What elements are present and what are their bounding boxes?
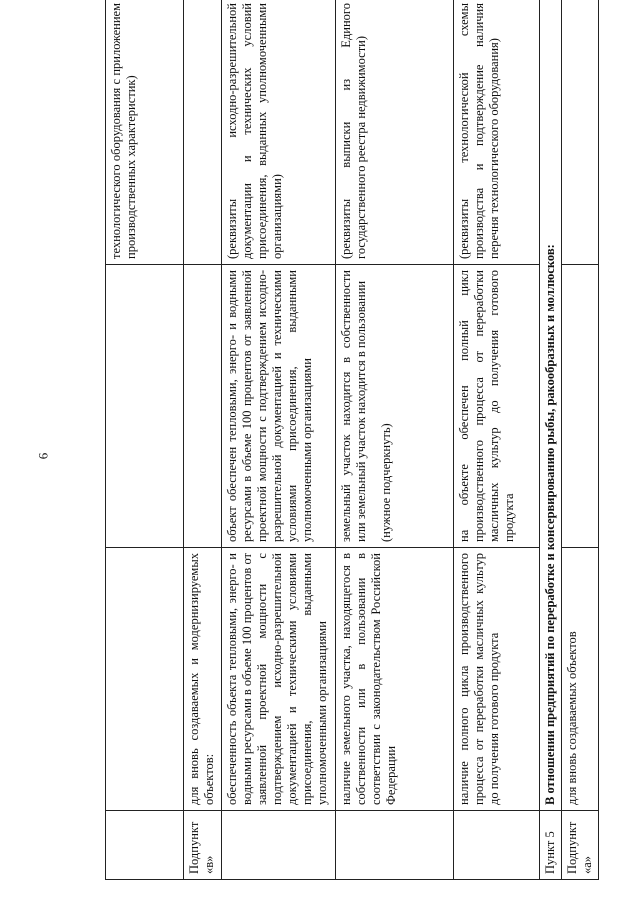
- section-heading: В отношении предприятий по переработке и консервированию рыбы, ракообразных и моллюсков:: [540, 0, 562, 811]
- cell-col3: [336, 265, 454, 548]
- cell-col2: наличие земельного участка, находящегося в собственности или в пользовании в соответствии с законодательством Российской Федерации: [336, 548, 454, 811]
- cell-col3: [106, 265, 184, 548]
- table-row: [184, 0, 222, 880]
- cell-col2: [106, 548, 184, 811]
- cell-col3: [184, 265, 222, 548]
- table-row: [540, 0, 562, 880]
- cell-col1: [106, 811, 184, 880]
- cell-col1: Пункт 5: [540, 811, 562, 880]
- cell-col4: технологического оборудования с приложением производственных характеристик): [106, 0, 184, 265]
- cell-col4: [184, 0, 222, 265]
- table-row: [222, 0, 336, 880]
- cell-col1: Подпункт «в»: [184, 811, 222, 880]
- table-row: [454, 0, 540, 880]
- cell-col3: на объекте обеспечен полный цикл производственного процесса от переработки масличных культур до получения готового продукта: [454, 265, 540, 548]
- cell-text: земельный участок находится в собственности или земельный участок находится в пользовании: [339, 270, 368, 542]
- cell-col2: для вновь создаваемых объектов: [562, 548, 599, 811]
- cell-col4: (реквизиты исходно-разрешительной документации и технических условий присоединения, выданных уполномоченными организациями): [222, 0, 336, 265]
- cell-col1: Подпункт «а»: [562, 811, 599, 880]
- table-row: [336, 0, 454, 880]
- table-row: [562, 0, 599, 880]
- cell-note: (нужное подчеркнуть): [379, 423, 393, 542]
- cell-col4: [562, 0, 599, 265]
- cell-col3: объект обеспечен тепловыми, энерго- и водными ресурсами в объеме 100 процентов от заявленной проектной мощности с подтверждением исходно-разрешительной документацией и техническими условиями присоединения, выданными уполномоченными организациями: [222, 265, 336, 548]
- cell-col1: [336, 811, 454, 880]
- table-row: [106, 0, 184, 880]
- cell-col1: [222, 811, 336, 880]
- page-number: 6: [35, 452, 51, 460]
- cell-col2: обеспеченность объекта тепловыми, энерго- и водными ресурсами в объеме 100 процентов от заявленной проектной мощности с подтверждением исходно-разрешительной документацией и техническими условиями присоединения, выданными уполномоченными организациями: [222, 548, 336, 811]
- requirements-table: [105, 0, 599, 880]
- cell-col4: (реквизиты выписки из Единого государственного реестра недвижимости): [336, 0, 454, 265]
- rotated-table-wrapper: [105, 3, 594, 880]
- cell-col3: [562, 265, 599, 548]
- cell-col2: наличие полного цикла производственного процесса от переработки масличных культур до получения готового продукта: [454, 548, 540, 811]
- cell-col4: (реквизиты технологической схемы производства и подтверждение наличия перечня технологического оборудования): [454, 0, 540, 265]
- cell-col1: [454, 811, 540, 880]
- cell-col2: для вновь создаваемых и модернизируемых объектов:: [184, 548, 222, 811]
